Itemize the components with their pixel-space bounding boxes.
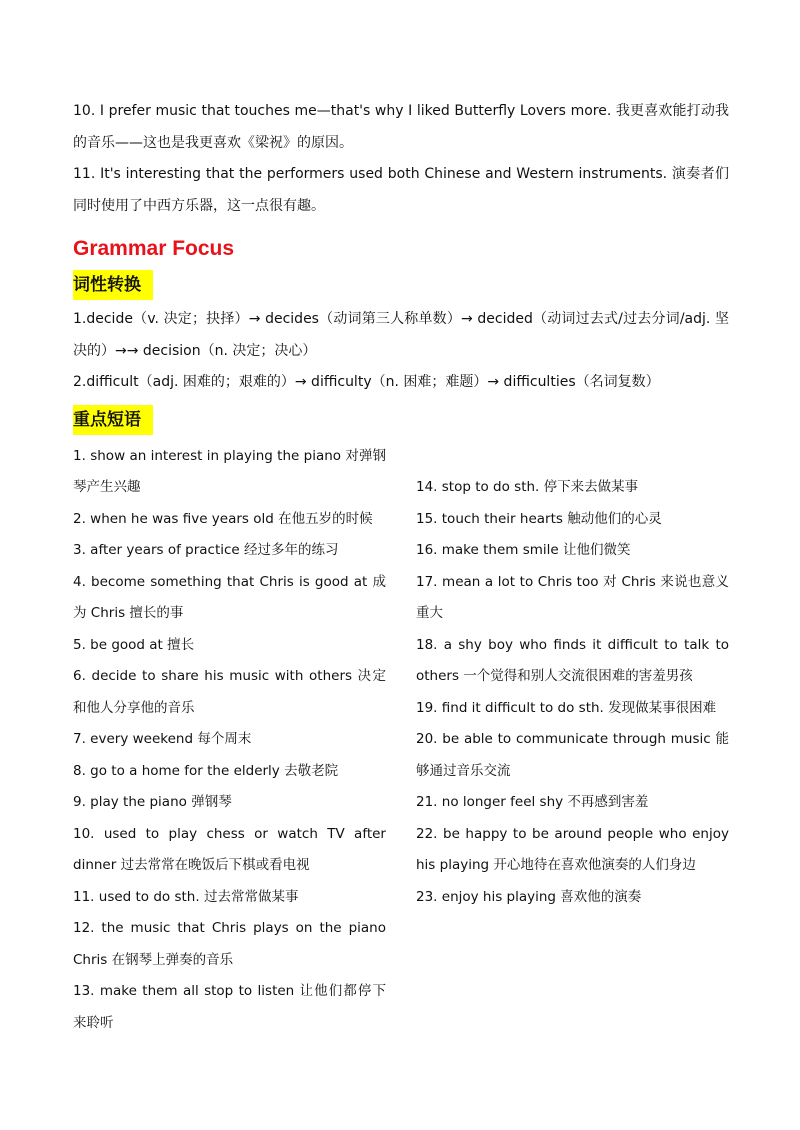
phrase-item: 8. go to a home for the elderly 去敬老院 bbox=[73, 762, 339, 779]
phrase-item: 18. a shy boy who finds it difficult to talk to others 一个觉得和别人交流很困难的害羞男孩 bbox=[416, 636, 729, 684]
phrase-item: 11. used to do sth. 过去常常做某事 bbox=[73, 888, 299, 905]
phrase-item: 9. play the piano 弹钢琴 bbox=[73, 794, 232, 810]
grammar-focus-heading: Grammar Focus bbox=[73, 237, 235, 260]
word-form-decide: 1.decide（v. 决定；抉择）→ decides（动词第三人称单数）→ decided（动词过去式/过去分词/adj. 坚决的）→→ decision（n. 决定；决心） bbox=[73, 311, 729, 359]
word-forms-heading: 词性转换 bbox=[73, 270, 153, 300]
phrase-item: 5. be good at 擅长 bbox=[73, 636, 195, 653]
phrase-item: 22. be happy to be around people who enjoy his playing 开心地待在喜欢他演奏的人们身边 bbox=[416, 825, 729, 873]
word-form-difficult: 2.difficult（adj. 困难的；艰难的）→ difficulty（n. 困难；难题）→ difficulties（名词复数） bbox=[73, 374, 660, 390]
phrase-item: 6. decide to share his music with others 决定和他人分享他的音乐 bbox=[73, 668, 386, 716]
phrase-item: 4. become something that Chris is good at 成为 Chris 擅长的事 bbox=[73, 573, 386, 621]
phrase-item: 7. every weekend 每个周末 bbox=[73, 731, 252, 747]
phrase-item: 23. enjoy his playing 喜欢他的演奏 bbox=[416, 888, 642, 905]
phrase-item: 20. be able to communicate through music 能够通过音乐交流 bbox=[416, 731, 729, 779]
phrase-item: 13. make them all stop to listen 让他们都停下来聆听 bbox=[73, 983, 386, 1031]
phrase-item: 2. when he was five years old 在他五岁的时候 bbox=[73, 510, 373, 527]
phrase-item: 21. no longer feel shy 不再感到害羞 bbox=[416, 794, 649, 810]
phrase-item: 14. stop to do sth. 停下来去做某事 bbox=[416, 479, 639, 495]
key-phrases-heading: 重点短语 bbox=[73, 405, 153, 435]
phrase-item: 10. used to play chess or watch TV after dinner 过去常常在晚饭后下棋或看电视 bbox=[73, 825, 386, 873]
sentence-11: 11. It's interesting that the performers used both Chinese and Western instruments. 演奏者们同时使用了中西方乐器，这一点很有趣。 bbox=[73, 166, 729, 214]
phrase-item: 16. make them smile 让他们微笑 bbox=[416, 542, 631, 558]
phrase-item: 19. find it difficult to do sth. 发现做某事很困难 bbox=[416, 699, 717, 716]
phrase-item: 12. the music that Chris plays on the piano Chris 在钢琴上弹奏的音乐 bbox=[73, 920, 386, 968]
phrase-item: 3. after years of practice 经过多年的练习 bbox=[73, 542, 339, 558]
phrase-item: 15. touch their hearts 触动他们的心灵 bbox=[416, 510, 662, 527]
sentence-10: 10. I prefer music that touches me—that's why I liked Butterfly Lovers more. 我更喜欢能打动我的音乐——这也是我更喜欢《梁祝》的原因。 bbox=[73, 103, 729, 151]
phrases-right-column bbox=[416, 441, 729, 1040]
phrases-columns bbox=[73, 441, 729, 1040]
phrases-left-column bbox=[73, 441, 386, 1040]
phrase-item: 17. mean a lot to Chris too 对 Chris 来说也意义重大 bbox=[416, 573, 729, 621]
document-page bbox=[73, 96, 729, 1039]
phrase-item: 1. show an interest in playing the piano 对弹钢琴产生兴趣 bbox=[73, 447, 386, 495]
